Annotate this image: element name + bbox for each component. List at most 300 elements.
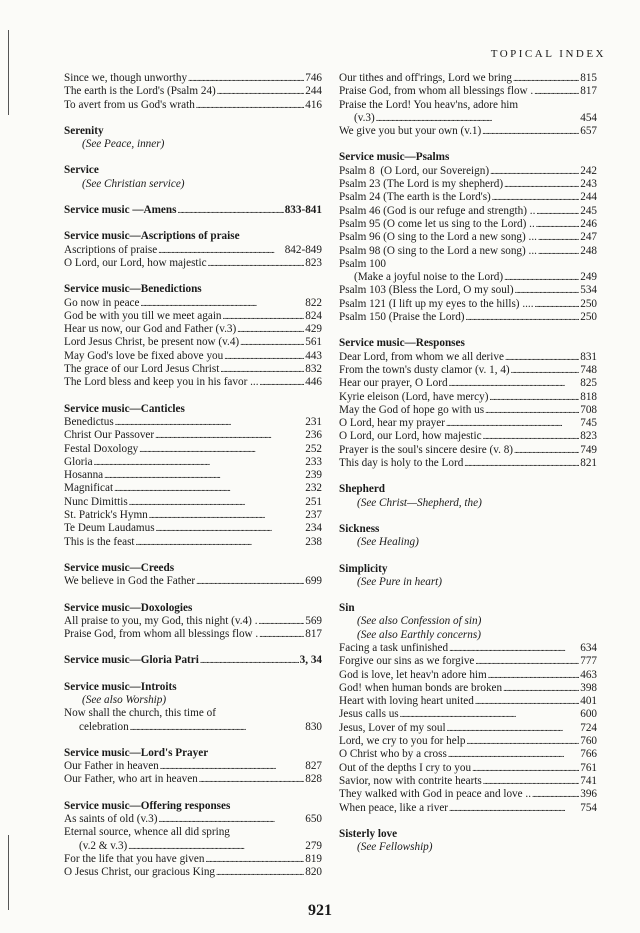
dot-leader — [224, 350, 304, 363]
hymn-number: 818 — [580, 390, 597, 403]
index-entry — [339, 695, 597, 708]
spacer — [339, 815, 597, 828]
index-entry — [64, 773, 322, 786]
dot-leader — [504, 178, 579, 191]
dot-leader — [464, 457, 579, 470]
entry-title: Ascriptions of praise — [64, 243, 158, 256]
see-reference: (See Christian service) — [82, 177, 185, 190]
hymn-number: 748 — [580, 363, 597, 376]
entry-title: Praise God, from whom all blessings flow . — [64, 628, 259, 641]
dot-leader — [237, 323, 304, 336]
spacer — [339, 510, 597, 523]
hymn-number: 820 — [305, 866, 322, 879]
entry-title: Magnificat — [64, 482, 114, 495]
index-entry — [64, 429, 322, 442]
dot-leader — [483, 775, 579, 788]
entry-title: The grace of our Lord Jesus Christ — [64, 363, 220, 376]
spacer — [64, 734, 322, 747]
dot-leader — [104, 469, 304, 482]
dot-leader — [208, 257, 305, 270]
hymn-number: 831 — [580, 350, 597, 363]
topic-heading: Service music—Doxologies — [64, 601, 193, 614]
topic-heading: Sisterly love — [339, 827, 398, 840]
entry-title: Kyrie eleison (Lord, have mercy) — [339, 390, 489, 403]
index-entry — [339, 404, 597, 417]
dot-leader — [216, 866, 304, 879]
entry-title: Our Father, who art in heaven — [64, 773, 198, 786]
hymn-number: 827 — [305, 760, 322, 773]
entry-title: May the God of hope go with us — [339, 403, 485, 416]
dot-leader — [196, 99, 304, 112]
dot-leader — [129, 496, 305, 509]
index-entry — [339, 417, 597, 430]
index-entry — [64, 575, 322, 588]
dot-leader — [376, 112, 580, 125]
binding-mark — [8, 30, 9, 115]
hymn-number: 766 — [580, 748, 597, 761]
entry-title: (v.2 & v.3) — [79, 839, 128, 852]
index-entry — [64, 840, 322, 853]
entry-title: Psalm 103 (Bless the Lord, O my soul) — [339, 284, 514, 297]
binding-mark — [8, 835, 9, 910]
index-entry — [339, 457, 597, 470]
entry-title: Psalm 8 (O Lord, our Sovereign) — [339, 164, 490, 177]
entry-title: Festal Doxology — [64, 442, 139, 455]
see-reference: (See Fellowship) — [357, 841, 433, 854]
dot-leader — [115, 416, 305, 429]
dot-leader — [448, 748, 579, 761]
hymn-number: 657 — [580, 125, 597, 138]
entry-title: Psalm 95 (O come let us sing to the Lord) .. — [339, 217, 535, 230]
hymn-number: 279 — [305, 839, 322, 852]
hymn-number: 650 — [305, 813, 322, 826]
entry-title: Psalm 23 (The Lord is my shepherd) — [339, 178, 504, 191]
spacer — [339, 550, 597, 563]
dot-leader — [449, 377, 580, 390]
hymn-number: 242 — [580, 164, 597, 177]
hymn-number: 244 — [580, 191, 597, 204]
index-entry — [339, 788, 597, 801]
hymn-number: 823 — [580, 430, 597, 443]
hymn-number: 238 — [305, 535, 322, 548]
hymn-number: 446 — [305, 376, 322, 389]
dot-leader — [536, 218, 579, 231]
hymn-number: 234 — [305, 522, 322, 535]
entry-title: Out of the depths I cry to you — [339, 761, 472, 774]
index-entry — [339, 191, 597, 204]
hymn-number: 724 — [580, 721, 597, 734]
index-entry — [64, 336, 322, 349]
index-entry — [339, 430, 597, 443]
entry-title: We believe in God the Father — [64, 575, 196, 588]
index-entry — [64, 482, 322, 495]
spacer — [64, 549, 322, 562]
entry-title: Psalm 121 (I lift up my eyes to the hills) .... — [339, 297, 534, 310]
entry-title: God be with you till we meet again — [64, 309, 222, 322]
index-entry — [339, 245, 597, 258]
index-entry — [339, 391, 597, 404]
hymn-number: 252 — [305, 442, 322, 455]
dot-leader — [466, 735, 579, 748]
dot-leader — [538, 231, 579, 244]
entry-title: Te Deum Laudamus — [64, 522, 155, 535]
dot-leader — [490, 165, 579, 178]
entry-title: Service music —Amens — [64, 204, 177, 217]
dot-leader — [158, 813, 304, 826]
dot-leader — [536, 205, 579, 218]
topic-heading: Service music—Benedictions — [64, 283, 202, 296]
see-reference: (See also Confession of sin) — [357, 615, 482, 628]
index-entry — [339, 762, 597, 775]
index-entry — [339, 735, 597, 748]
index-entry — [339, 178, 597, 191]
hymn-number: 3, 34 — [299, 654, 322, 667]
hymn-number: 825 — [580, 377, 597, 390]
index-entry — [339, 231, 597, 244]
running-header: TOPICAL INDEX — [490, 48, 606, 60]
spacer — [339, 138, 597, 151]
entry-title: May God's love be fixed above you — [64, 349, 224, 362]
dot-leader — [488, 669, 579, 682]
index-entry — [64, 522, 322, 535]
dot-leader — [128, 840, 304, 853]
dot-leader — [158, 244, 283, 257]
dot-leader — [136, 536, 305, 549]
index-entry — [64, 654, 322, 667]
hymn-number: 699 — [305, 575, 322, 588]
entry-title: Psalm 150 (Praise the Lord) — [339, 311, 465, 324]
dot-leader — [449, 642, 579, 655]
hymn-number: 745 — [580, 417, 597, 430]
dot-leader — [114, 482, 304, 495]
entry-title: Gloria — [64, 455, 93, 468]
dot-leader — [504, 271, 579, 284]
index-entry — [339, 642, 597, 655]
index-entry — [339, 655, 597, 668]
index-entry — [339, 802, 597, 815]
topic-heading: Service music—Offering responses — [64, 799, 231, 812]
hymn-number: 561 — [305, 336, 322, 349]
entry-title: Hear us now, our God and Father (v.3) — [64, 323, 237, 336]
dot-leader — [223, 310, 305, 323]
hymn-number: 416 — [305, 98, 322, 111]
index-entry — [64, 416, 322, 429]
dot-leader — [160, 760, 304, 773]
hymn-number: 246 — [580, 217, 597, 230]
entry-title: Benedictus — [64, 415, 114, 428]
dot-leader — [149, 509, 304, 522]
entry-title: Christ Our Passover — [64, 429, 155, 442]
index-entry — [64, 509, 322, 522]
spacer — [64, 787, 322, 800]
entry-title: Hosanna — [64, 469, 104, 482]
hymn-number: 244 — [305, 85, 322, 98]
index-entry — [339, 311, 597, 324]
hymn-number: 634 — [580, 641, 597, 654]
index-entry — [64, 363, 322, 376]
hymn-number: 749 — [580, 443, 597, 456]
spacer — [64, 112, 322, 125]
topic-heading: Shepherd — [339, 483, 386, 496]
entry-title: O Lord, our Lord, how majestic — [339, 430, 482, 443]
entry-title: O Jesus Christ, our gracious King — [64, 866, 216, 879]
index-entry-text — [339, 99, 597, 112]
entry-title: Savior, now with contrite hearts — [339, 774, 482, 787]
dot-leader — [534, 85, 579, 98]
dot-leader — [177, 204, 283, 217]
dot-leader — [483, 430, 580, 443]
see-reference: (See Christ—Shepherd, the) — [357, 496, 482, 509]
hymn-number: 251 — [305, 495, 322, 508]
entry-title: Praise God, from whom all blessings flow . — [339, 85, 534, 98]
index-entry — [64, 323, 322, 336]
entry-title: Jesus calls us — [339, 708, 399, 721]
entry-title: Praise the Lord! You heav'ns, adore him — [339, 98, 519, 111]
index-entry — [64, 615, 322, 628]
hymn-number: 231 — [305, 415, 322, 428]
hymn-number: 236 — [305, 429, 322, 442]
index-entry — [339, 377, 597, 390]
hymn-number: 760 — [580, 735, 597, 748]
hymn-number: 746 — [305, 72, 322, 84]
spacer — [64, 390, 322, 403]
entry-title: As saints of old (v.3) — [64, 813, 158, 826]
page-number: 921 — [308, 902, 332, 919]
hymn-number: 600 — [580, 708, 597, 721]
dot-leader — [199, 773, 304, 786]
index-entry — [64, 99, 322, 112]
dot-leader — [513, 72, 579, 85]
hymn-number: 454 — [580, 111, 597, 124]
dot-leader — [485, 404, 579, 417]
dot-leader — [260, 376, 305, 389]
dot-leader — [472, 762, 579, 775]
spacer — [64, 191, 322, 204]
index-entry — [64, 72, 322, 85]
entry-title: (v.3) — [354, 111, 375, 124]
hymn-number: 443 — [305, 349, 322, 362]
dot-leader — [155, 429, 304, 442]
dot-leader — [139, 443, 304, 456]
entry-title: (Make a joyful noise to the Lord) — [354, 271, 504, 284]
hymn-number: 777 — [580, 655, 597, 668]
see-reference: (See also Worship) — [82, 693, 167, 706]
index-entry — [339, 165, 597, 178]
entry-title: St. Patrick's Hymn — [64, 509, 148, 522]
dot-leader — [515, 284, 580, 297]
entry-title: Facing a task unfinished — [339, 641, 449, 654]
index-entry — [339, 669, 597, 682]
index-entry — [64, 628, 322, 641]
entry-title: Lord Jesus Christ, be present now (v.4) — [64, 336, 240, 349]
topic-heading: Sickness — [339, 522, 380, 535]
spacer — [339, 589, 597, 602]
entry-title: Psalm 98 (O sing to the Lord a new song) ... — [339, 244, 537, 257]
index-entry — [339, 72, 597, 85]
dot-leader — [188, 72, 304, 85]
hymn-number: 247 — [580, 231, 597, 244]
entry-title: To avert from us God's wrath — [64, 98, 195, 111]
hymn-number: 817 — [305, 628, 322, 641]
entry-title: All praise to you, my God, this night (v.4) . — [64, 614, 258, 627]
index-entry — [64, 721, 322, 734]
left-column — [64, 72, 322, 880]
hymn-number: 245 — [580, 204, 597, 217]
dot-leader — [482, 125, 579, 138]
entry-title: Forgive our sins as we forgive — [339, 655, 475, 668]
hymn-number: 832 — [305, 363, 322, 376]
entry-title: O Lord, hear my prayer — [339, 417, 445, 430]
hymn-number: 830 — [305, 720, 322, 733]
index-entry — [64, 376, 322, 389]
index-entry — [339, 85, 597, 98]
hymn-number: 232 — [305, 482, 322, 495]
dot-leader — [492, 191, 579, 204]
hymn-number: 821 — [580, 457, 597, 470]
index-entry — [64, 866, 322, 879]
index-entry — [64, 853, 322, 866]
dot-leader — [475, 655, 579, 668]
entry-title: This is the feast — [64, 535, 135, 548]
index-entry — [339, 722, 597, 735]
entry-title: Psalm 24 (The earth is the Lord's) — [339, 191, 491, 204]
hymn-number: 250 — [580, 297, 597, 310]
index-entry — [339, 271, 597, 284]
hymn-number: 429 — [305, 323, 322, 336]
topic-heading: Service music—Creeds — [64, 561, 175, 574]
index-entry — [64, 244, 322, 257]
spacer — [64, 217, 322, 230]
index-entry — [339, 748, 597, 761]
hymn-number: 741 — [580, 774, 597, 787]
entry-title: Go now in peace — [64, 296, 140, 309]
hymn-number: 463 — [580, 668, 597, 681]
entry-title: For the life that you have given — [64, 852, 205, 865]
dot-leader — [447, 722, 580, 735]
dot-leader — [141, 297, 305, 310]
hymn-number: 708 — [580, 403, 597, 416]
dot-leader — [200, 654, 299, 667]
topic-heading: Sin — [339, 602, 355, 615]
index-entry — [339, 284, 597, 297]
index-entry — [64, 469, 322, 482]
hymn-number: 828 — [305, 773, 322, 786]
dot-leader — [94, 456, 305, 469]
dot-leader — [259, 615, 305, 628]
topic-heading: Simplicity — [339, 562, 388, 575]
dot-leader — [259, 628, 304, 641]
hymn-number: 250 — [580, 311, 597, 324]
entry-title: Service music—Gloria Patri — [64, 654, 199, 667]
hymn-number: 396 — [580, 788, 597, 801]
hymn-number: 534 — [580, 284, 597, 297]
index-entry — [339, 775, 597, 788]
index-entry — [64, 813, 322, 826]
index-entry — [64, 310, 322, 323]
index-entry — [64, 350, 322, 363]
entry-title: Eternal source, whence all did spring — [64, 826, 230, 839]
dot-leader — [503, 682, 579, 695]
entry-title: The earth is the Lord's (Psalm 24) — [64, 85, 216, 98]
index-entry — [339, 125, 597, 138]
index-entry-text — [64, 707, 322, 720]
dot-leader — [505, 351, 579, 364]
index-entry-text — [339, 258, 597, 271]
entry-title: From the town's dusty clamor (v. 1, 4) — [339, 363, 510, 376]
spacer — [64, 151, 322, 164]
index-entry — [64, 297, 322, 310]
hymn-number: 569 — [305, 614, 322, 627]
topic-heading: Service — [64, 164, 99, 177]
hymn-number: 239 — [305, 469, 322, 482]
spacer — [64, 589, 322, 602]
entry-title: O Lord, our Lord, how majestic — [64, 256, 207, 269]
dot-leader — [475, 695, 579, 708]
see-reference: (See Healing) — [357, 536, 419, 549]
index-entry — [339, 298, 597, 311]
index-entry — [64, 443, 322, 456]
hymn-number: 842-849 — [284, 243, 322, 256]
entry-title: God is love, let heav'n adore him — [339, 668, 487, 681]
index-entry-text — [64, 826, 322, 839]
index-entry — [64, 496, 322, 509]
see-reference: (See Peace, inner) — [82, 138, 165, 151]
dot-leader — [511, 364, 580, 377]
hymn-number: 754 — [580, 801, 597, 814]
dot-leader — [446, 417, 579, 430]
spacer — [339, 470, 597, 483]
dot-leader — [514, 444, 579, 457]
hymn-number: 237 — [305, 509, 322, 522]
hymn-number: 819 — [305, 852, 322, 865]
entry-title: God! when human bonds are broken — [339, 681, 503, 694]
index-entry — [64, 456, 322, 469]
entry-title: This day is holy to the Lord — [339, 457, 464, 470]
index-entry — [339, 682, 597, 695]
index-entry — [339, 351, 597, 364]
index-entry — [339, 708, 597, 721]
index-entry — [64, 760, 322, 773]
right-column — [339, 72, 597, 854]
dot-leader — [400, 708, 580, 721]
index-entry — [64, 204, 322, 217]
entry-title: Hear our prayer, O Lord — [339, 377, 448, 390]
spacer — [64, 270, 322, 283]
dot-leader — [217, 85, 304, 98]
hymn-number: 243 — [580, 178, 597, 191]
dot-leader — [240, 336, 304, 349]
dot-leader — [156, 522, 305, 535]
entry-title: Lord, we cry to you for help — [339, 735, 466, 748]
entry-title: We give you but your own (v.1) — [339, 125, 482, 138]
dot-leader — [535, 298, 580, 311]
entry-title: Since we, though unworthy — [64, 72, 188, 84]
topic-heading: Service music—Canticles — [64, 402, 185, 415]
dot-leader — [538, 245, 579, 258]
topic-heading: Serenity — [64, 124, 104, 137]
spacer — [339, 324, 597, 337]
entry-title: Our Father in heaven — [64, 760, 159, 773]
spacer — [64, 641, 322, 654]
entry-title: Psalm 46 (God is our refuge and strength) .. — [339, 204, 536, 217]
entry-title: They walked with God in peace and love .. — [339, 788, 531, 801]
see-reference: (See Pure in heart) — [357, 575, 443, 588]
hymn-number: 822 — [305, 296, 322, 309]
spacer — [64, 668, 322, 681]
entry-title: Prayer is the soul's sincere desire (v. 8) — [339, 443, 514, 456]
dot-leader — [130, 721, 305, 734]
hymn-number: 249 — [580, 271, 597, 284]
